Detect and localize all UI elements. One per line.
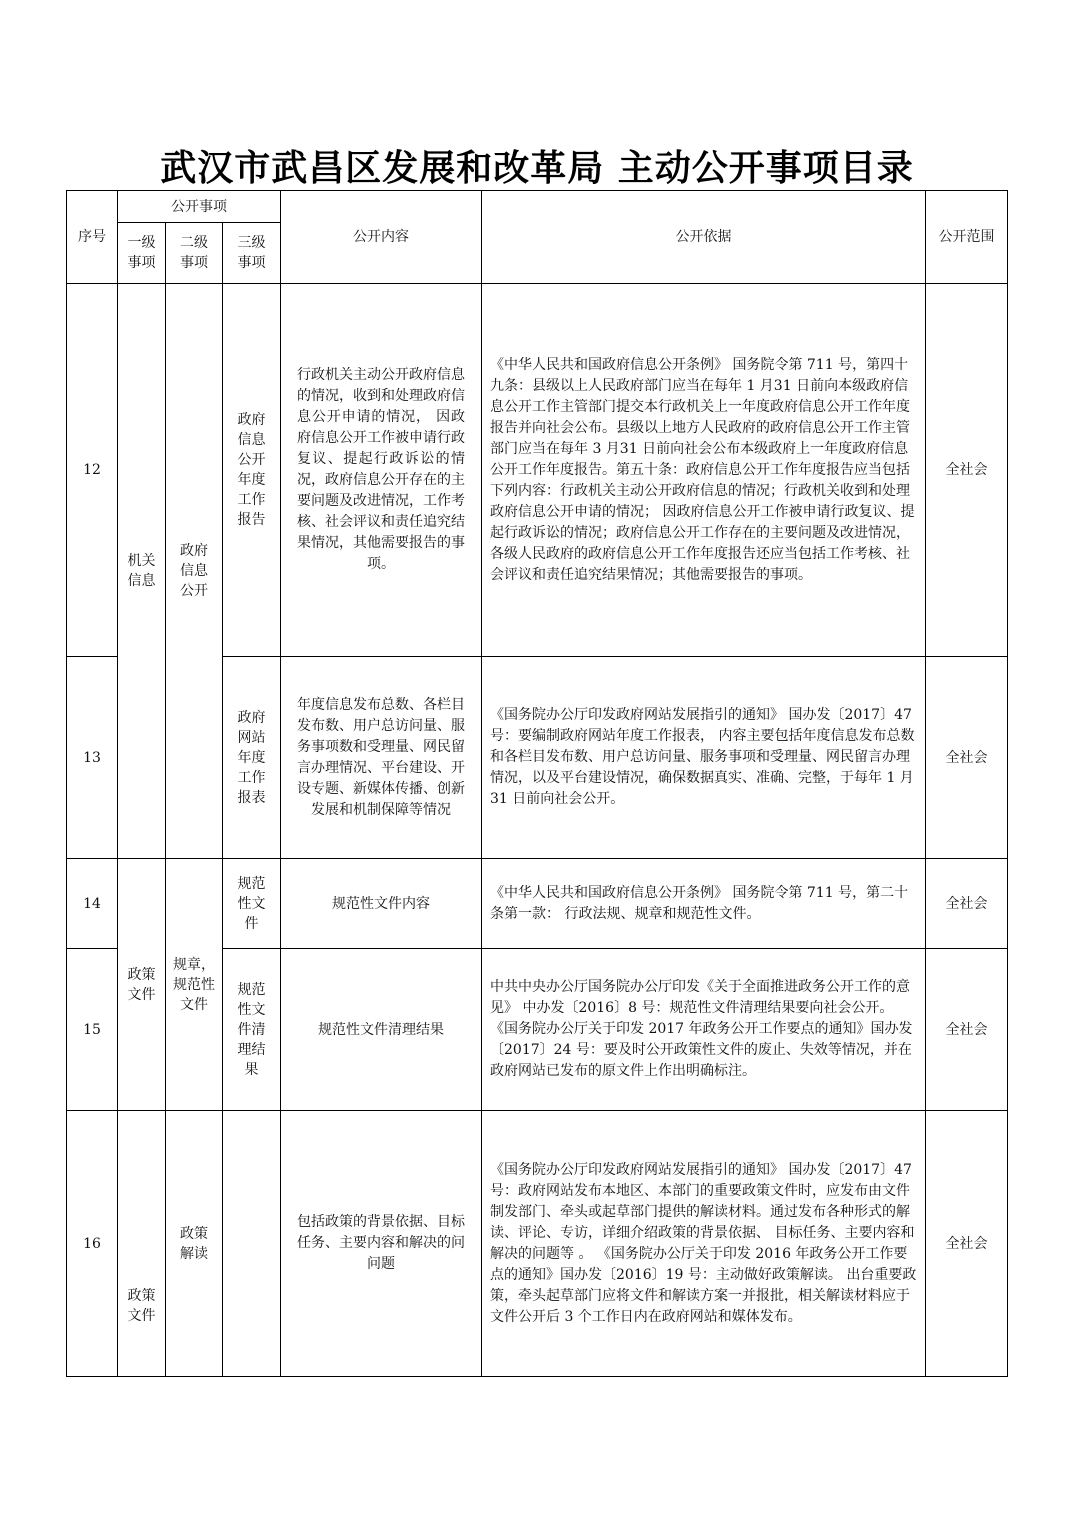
header-seq: 序号 bbox=[67, 191, 118, 284]
header-content: 公开内容 bbox=[281, 191, 482, 284]
level2-cell: 规章，规范性文件 bbox=[173, 956, 215, 1013]
level3-cell: 政府信息公开年度工作报告 bbox=[237, 412, 266, 528]
scope-cell: 全社会 bbox=[926, 1111, 1008, 1377]
scope-cell: 全社会 bbox=[926, 949, 1008, 1111]
catalog-table bbox=[66, 190, 1008, 1377]
header-level3: 三级事项 bbox=[237, 235, 266, 271]
content-cell: 包括政策的背景依据、目标任务、主要内容和解决的问问题 bbox=[297, 1214, 465, 1272]
basis-cell: 《中华人民共和国政府信息公开条例》 国务院令第 711 号，第四十九条：县级以上人民政府部门应当在每年 1 月31 日前向本级政府信息公开工作主管部门提交本行政机关上一年度政府信息公开工作年度报告并向社会公布。县级以上地方人民政府的政府信息公开工作主管部门应当在每年 3 月31 日前向社会公布本级政府上一年度政府信息公开工作年度报告。第五十条：政府信息公开工作年度报告应当包括下列内容：行政机关主动公开政府信息的情况；行政机关收到和处理政府信息公开申请的情况； 因政府信息公开工作被申请行政复议、提起行政诉讼的情况；政府信息公开工作存在的主要问题及改进情况，各级人民政府的政府信息公开工作年度报告还应当包括工作考核、社会评议和责任追究结果情况；其他需要报告的事项。 bbox=[482, 284, 926, 657]
basis-cell: 中共中央办公厅国务院办公厅印发《关于全面推进政务公开工作的意见》 中办发〔2016〕8 号：规范性文件清理结果要向社会公开。 《国务院办公厅关于印发 2017 年政务公开工作要点的通知》国办发〔2017〕24 号：要及时公开政策性文件的废止、失效等情况，并在政府网站已发布的原文件上作出明确标注。 bbox=[482, 949, 926, 1111]
content-cell: 行政机关主动公开政府信息的情况，收到和处理政府信息公开申请的情况， 因政府信息公开工作被申请行政复议、提起行政诉讼的情况，政府信息公开存在的主要问题及改进情况，工作考核、社会评议和责任追究结果情况，其他需要报告的事项。 bbox=[297, 367, 465, 572]
level2-cell: 政策解读 bbox=[180, 1225, 208, 1262]
table-row bbox=[67, 859, 1008, 949]
header-basis: 公开依据 bbox=[482, 191, 926, 284]
basis-cell: 《国务院办公厅印发政府网站发展指引的通知》 国办发〔2017〕47 号：要编制政府网站年度工作报表， 内容主要包括年度信息发布总数和各栏目发布数、用户总访问量、服务事项和受理量、网民留言办理情况，以及平台建设情况，确保数据真实、准确、完整，于每年 1 月 31 日前向社会公开。 bbox=[482, 657, 926, 859]
scope-cell: 全社会 bbox=[926, 284, 1008, 657]
row-seq: 13 bbox=[67, 657, 118, 859]
header-scope: 公开范围 bbox=[926, 191, 1008, 284]
scope-cell: 全社会 bbox=[926, 657, 1008, 859]
basis-cell: 《中华人民共和国政府信息公开条例》 国务院令第 711 号，第二十条第一款： 行政法规、规章和规范性文件。 bbox=[482, 859, 926, 949]
header-level1: 一级事项 bbox=[127, 235, 156, 271]
header-items: 公开事项 bbox=[118, 191, 281, 223]
level2-cell: 政府信息公开 bbox=[180, 543, 208, 599]
scope-cell: 全社会 bbox=[926, 859, 1008, 949]
basis-cell: 《国务院办公厅印发政府网站发展指引的通知》 国办发〔2017〕47 号：政府网站发布本地区、本部门的重要政策文件时，应发布由文件制发部门、牵头或起草部门提供的解读材料。通过发布各种形式的解读、评论、专访，详细介绍政策的背景依据、 目标任务、主要内容和解决的问题等 。 《国务院办公厅关于印发 2016 年政务公开工作要点的通知》国办发〔2016〕19 号：主动做好政策解读。 出台重要政策，牵头起草部门应将文件和解读方案一并报批，相关解读材料应于文件公开后 3 个工作日内在政府网站和媒体发布。 bbox=[482, 1111, 926, 1377]
level1-cell: 政策文件 bbox=[127, 1288, 156, 1324]
level3-cell bbox=[223, 1111, 281, 1377]
content-cell: 规范性文件清理结果 bbox=[281, 949, 482, 1111]
table-row bbox=[67, 1111, 1008, 1377]
level1-cell: 政策文件 bbox=[127, 966, 156, 1003]
row-seq: 15 bbox=[67, 949, 118, 1111]
row-seq: 14 bbox=[67, 859, 118, 949]
content-cell: 年度信息发布总数、各栏目发布数、用户总访问量、服务事项数和受理量、网民留言办理情况、平台建设、开设专题、新媒体传播、创新发展和机制保障等情况 bbox=[297, 696, 465, 818]
level1-cell: 机关信息 bbox=[127, 553, 156, 589]
level3-cell: 政府网站年度工作报表 bbox=[237, 709, 266, 806]
header-level2: 二级事项 bbox=[180, 235, 208, 271]
row-seq: 12 bbox=[67, 284, 118, 657]
page-title: 武汉市武昌区发展和改革局 主动公开事项目录 bbox=[160, 147, 914, 189]
content-cell: 规范性文件内容 bbox=[281, 859, 482, 949]
level3-cell: 规范性文件清理结果 bbox=[237, 981, 266, 1078]
level3-cell: 规范性文件 bbox=[237, 875, 266, 932]
row-seq: 16 bbox=[67, 1111, 118, 1377]
table-row bbox=[67, 284, 1008, 657]
